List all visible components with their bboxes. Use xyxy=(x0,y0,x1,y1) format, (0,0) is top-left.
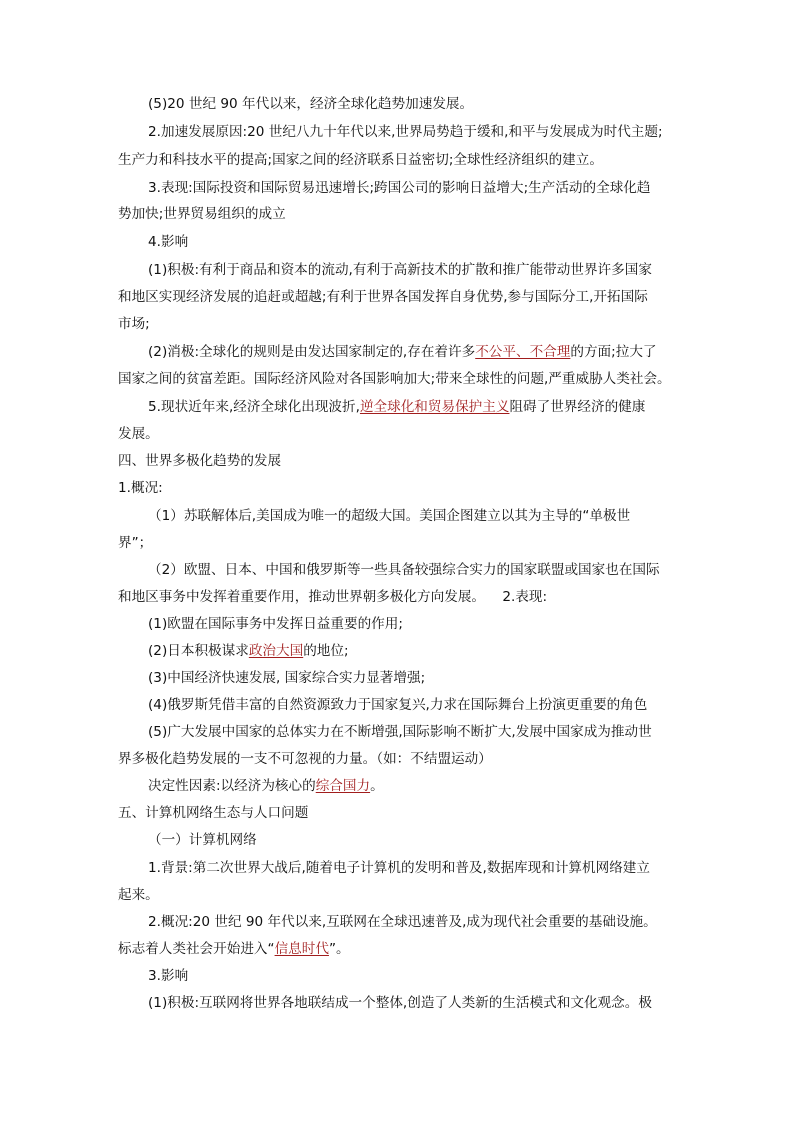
text-span: 国家之间的贫富差距。国际经济风险对各国影响加大;带来全球性的问题,严重威胁人类社会。 xyxy=(118,371,671,387)
text-line xyxy=(118,587,547,607)
text-span: 的地位; xyxy=(303,643,349,659)
text-line xyxy=(148,506,630,526)
text-span: 3.影响 xyxy=(148,968,189,984)
text-line xyxy=(148,858,650,878)
text-line xyxy=(148,668,425,688)
text-span: 市场; xyxy=(118,316,150,332)
text-span: 生产力和科技水平的提高;国家之间的经济联系日益密切;全球性经济组织的建立。 xyxy=(118,152,603,168)
text-span: 界”； xyxy=(118,535,153,551)
text-line xyxy=(148,178,651,198)
text-span: 和地区事务中发挥着重要作用，推动世界朝多极化方向发展。 2.表现: xyxy=(118,589,548,605)
text-span: 1.概况: xyxy=(118,480,163,496)
text-line xyxy=(118,533,152,553)
text-line xyxy=(148,722,652,742)
text-line xyxy=(148,614,403,634)
text-span: (5)20 世纪 90 年代以来，经济全球化趋势加速发展。 xyxy=(148,96,474,112)
text-span: 3.表现:国际投资和国际贸易迅速增长;跨国公司的影响日益增大;生产活动的全球化趋 xyxy=(148,180,651,196)
text-span: 2.加速发展原因:20 世纪八九十年代以来,世界局势趋于缓和,和平与发展成为时代主题; xyxy=(148,124,663,140)
text-span: (5)广大发展中国家的总体实力在不断增强,国际影响不断扩大,发展中国家成为推动世 xyxy=(148,724,652,740)
text-span: 。 xyxy=(370,778,384,794)
text-line xyxy=(148,776,384,796)
text-span: (3)中国经济快速发展, 国家综合实力显著增强; xyxy=(148,670,426,686)
text-span: （2）欧盟、日本、中国和俄罗斯等一些具备较强综合实力的国家联盟或国家也在国际 xyxy=(148,562,660,578)
text-line xyxy=(118,939,350,959)
text-line xyxy=(118,369,671,389)
text-span: 1.背景:第二次世界大战后,随着电子计算机的发明和普及,数据库现和计算机网络建立 xyxy=(148,860,650,876)
section-heading xyxy=(118,803,308,823)
text-span: 阻碍了世界经济的健康 xyxy=(509,399,646,415)
text-span: (1)积极:有利于商品和资本的流动,有利于高新技术的扩散和推广能带动世界许多国家 xyxy=(148,262,652,278)
text-span: (4)俄罗斯凭借丰富的自然资源致力于国家复兴,力求在国际舞台上扮演更重要的角色 xyxy=(148,697,648,713)
section-heading xyxy=(118,451,281,471)
text-line xyxy=(118,287,648,307)
text-line xyxy=(148,993,652,1013)
text-line xyxy=(148,695,647,715)
text-span: 决定性因素:以经济为核心的 xyxy=(148,778,316,794)
text-line xyxy=(148,260,652,280)
text-span: 和地区实现经济发展的追赶或超越;有利于世界各国发挥自身优势,参与国际分工,开拓国际 xyxy=(118,289,648,305)
text-line xyxy=(118,478,163,498)
text-span: （一）计算机网络 xyxy=(148,832,257,848)
text-line xyxy=(148,342,657,362)
text-span: 标志着人类社会开始进入“ xyxy=(118,941,275,957)
text-span: 起来。 xyxy=(118,887,159,903)
text-span: 界多极化趋势发展的一支不可忽视的力量。（如：不结盟运动） xyxy=(118,751,492,767)
highlighted-term: 综合国力 xyxy=(315,778,371,794)
text-line xyxy=(148,94,473,114)
text-line xyxy=(118,314,150,334)
text-line xyxy=(148,912,657,932)
text-line xyxy=(118,150,603,170)
text-span: 2.概况:20 世纪 90 年代以来,互联网在全球迅速普及,成为现代社会重要的基础设施。 xyxy=(148,914,657,930)
highlighted-term: 政治大国 xyxy=(248,643,304,659)
text-span: (2)日本积极谋求 xyxy=(148,643,249,659)
text-line xyxy=(148,966,188,986)
text-span: ”。 xyxy=(328,941,350,957)
text-line xyxy=(118,885,159,905)
text-line xyxy=(118,424,159,444)
text-line xyxy=(148,560,660,580)
subsection-heading xyxy=(148,830,257,850)
text-span: 势加快;世界贸易组织的成立 xyxy=(118,206,286,222)
text-span: (1)积极:互联网将世界各地联结成一个整体,创造了人类新的生活模式和文化观念。极 xyxy=(148,995,652,1011)
text-span: 五、计算机网络生态与人口问题 xyxy=(118,805,309,821)
text-line xyxy=(118,749,492,769)
text-span: (1)欧盟在国际事务中发挥日益重要的作用; xyxy=(148,616,403,632)
highlighted-term: 不公平、不合理 xyxy=(475,344,571,360)
text-span: 四、世界多极化趋势的发展 xyxy=(118,453,282,469)
text-span: 发展。 xyxy=(118,426,159,442)
text-span: 4.影响 xyxy=(148,234,189,250)
text-span: (2)消极:全球化的规则是由发达国家制定的,存在着许多 xyxy=(148,344,476,360)
text-span: （1）苏联解体后,美国成为唯一的超级大国。美国企图建立以其为主导的“单极世 xyxy=(148,508,631,524)
text-line xyxy=(148,122,663,142)
text-span: 的方面;拉大了 xyxy=(570,344,657,360)
text-line xyxy=(148,232,188,252)
highlighted-term: 逆全球化和贸易保护主义 xyxy=(359,399,510,415)
text-line xyxy=(118,204,286,224)
highlighted-term: 信息时代 xyxy=(274,941,329,957)
text-span: 5.现状近年来,经济全球化出现波折, xyxy=(148,399,360,415)
text-line xyxy=(148,397,645,417)
text-line xyxy=(148,641,349,661)
